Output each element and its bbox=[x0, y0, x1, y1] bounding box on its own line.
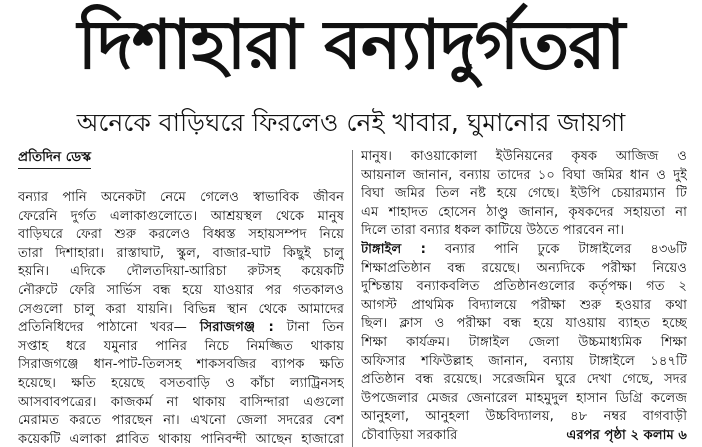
body-line: আসবাবপত্রের। কাজকর্ম না থাকায় বাসিন্দারা এগুলো bbox=[18, 394, 344, 410]
body-line: আনুহলা, আনুহলা উচ্চবিদ্যালয়, ৪৮ নম্বর বাগবাড়ী bbox=[361, 409, 687, 425]
body-line: বন্যার পানি অনেকটা নেমে গেলেও স্বাভাবিক জীবন bbox=[18, 190, 344, 205]
column-divider bbox=[352, 150, 353, 447]
body-line: ফেরেনি দুর্গত এলাকাগুলোতে। আশ্রয়স্থল থেকে মানুষ bbox=[18, 208, 344, 224]
body-line-with-keyword bbox=[18, 319, 344, 338]
body-line: ছিল। ক্লাস ও পরীক্ষা বন্ধ হয়ে যাওয়ায় ব্যাহত হচ্ছে bbox=[361, 316, 687, 332]
body-line: সেগুলো চালু করা যায়নি। বিভিন্ন স্থান থেকে আমাদের bbox=[18, 301, 344, 317]
body-line: মানুষ। কাওয়াকোলা ইউনিয়নের কৃষক আজিজ ও bbox=[361, 149, 687, 164]
subheadline: অনেকে বাড়িঘরে ফিরলেও নেই খাবার, ঘুমানোর জায়গা bbox=[76, 108, 626, 137]
right-column bbox=[361, 148, 687, 446]
body-text: বন্যার পানি ঢুকে টাঙ্গাইলের ৪৩৬টি bbox=[425, 241, 687, 257]
left-column-body bbox=[18, 189, 344, 447]
body-text: টানা তিন bbox=[273, 320, 344, 336]
continuation-line bbox=[361, 427, 687, 446]
body-text: প্রতিনিধিদের পাঠানো খবর— bbox=[18, 320, 200, 336]
byline: প্রতিদিন ডেস্ক bbox=[18, 148, 91, 169]
body-line: নৌরুটে ফেরি সার্ভিস বন্ধ হয়ে যাওয়ার পর গতকালও bbox=[18, 282, 344, 298]
body-line: হয়েছে। ক্ষতি হয়েছে বসতবাড়ি ও কাঁচা ল্যাট্রিনসহ bbox=[18, 375, 344, 391]
body-line: কয়েকটি এলাকা প্লাবিত থাকায় পানিবন্দী আছেন হাজারো bbox=[18, 431, 344, 447]
body-line: দুশ্চিন্তায় বন্যাকবলিত প্রতিষ্ঠানগুলোর কর্তৃপক্ষ। গত ২ bbox=[361, 279, 687, 295]
body-line: উপজেলার মেজর জেনারেল মাহমুদুল হাসান ডিগ্রি কলেজ bbox=[361, 390, 687, 406]
body-line: হয়নি। এদিকে দৌলতদিয়া-আরিচা রুটসহ কয়েকটি bbox=[18, 264, 344, 280]
body-line: বিঘা জমির তিল নষ্ট হয়ে গেছে। ইউপি চেয়ারম্যান টি bbox=[361, 186, 687, 202]
headline: দিশাহারা বন্যাদুর্গতরা bbox=[77, 6, 625, 85]
location-keyword-tangail: টাঙ্গাইল : bbox=[361, 241, 426, 257]
body-line: অফিসার শফিউল্লাহ জানান, বন্যায় টাঙ্গাইলে ১৪৭টি bbox=[361, 353, 687, 369]
body-line: এম শাহাদত হোসেন ঠাণ্ডু জানান, কৃষকদের সহায়তা না bbox=[361, 204, 687, 220]
body-line: মেরামত করতে পারছেন না। এখনো জেলা সদরের বেশ bbox=[18, 413, 344, 429]
continued-on-page-note: এরপর পৃষ্ঠা ২ কলাম ৬ bbox=[566, 427, 687, 443]
body-line: দিলে তারা বন্যার ধকল কাটিয়ে উঠতে পারবেন না। bbox=[361, 223, 625, 239]
byline-spacer bbox=[18, 169, 344, 189]
body-text: চৌবাড়িয়া সরকারি bbox=[361, 427, 458, 443]
body-line: আগস্ট প্রাথমিক বিদ্যালয়ে পরীক্ষা শুরু হওয়ার কথা bbox=[361, 297, 687, 313]
right-column-body bbox=[361, 148, 687, 446]
body-line: শিক্ষা কার্যক্রম। টাঙ্গাইল জেলা উচ্চমাধ্যমিক শিক্ষা bbox=[361, 334, 687, 350]
location-keyword-sirajganj: সিরাজগঞ্জ : bbox=[199, 320, 274, 336]
body-line: প্রতিষ্ঠান বন্ধ রয়েছে। সরেজমিন ঘুরে দেখা গেছে, সদর bbox=[361, 372, 687, 388]
body-line: শিক্ষাপ্রতিষ্ঠান বন্ধ রয়েছে। অন্যদিকে পরীক্ষা নিয়েও bbox=[361, 260, 687, 276]
body-line-with-keyword bbox=[361, 241, 687, 260]
body-line: সপ্তাহ ধরে যমুনার পানির নিচে নিমজ্জিত থাকায় bbox=[18, 338, 344, 354]
left-column bbox=[18, 148, 344, 447]
body-line: তারা দিশাহারা। রাস্তাঘাট, স্কুল, বাজার-ঘাট কিছুই চালু bbox=[18, 245, 344, 261]
body-line: বাড়িঘরে ফেরা শুরু করলেও বিধ্বস্ত সহায়সম্পদ নিয়ে bbox=[18, 227, 344, 243]
body-line: সিরাজগঞ্জে ধান-পাট-তিলসহ শাকসবজির ব্যাপক ক্ষতি bbox=[18, 357, 344, 373]
body-line: আয়নাল জানান, বন্যায় তাদের ১০ বিঘা জমির ধান ও দুই bbox=[361, 167, 687, 183]
